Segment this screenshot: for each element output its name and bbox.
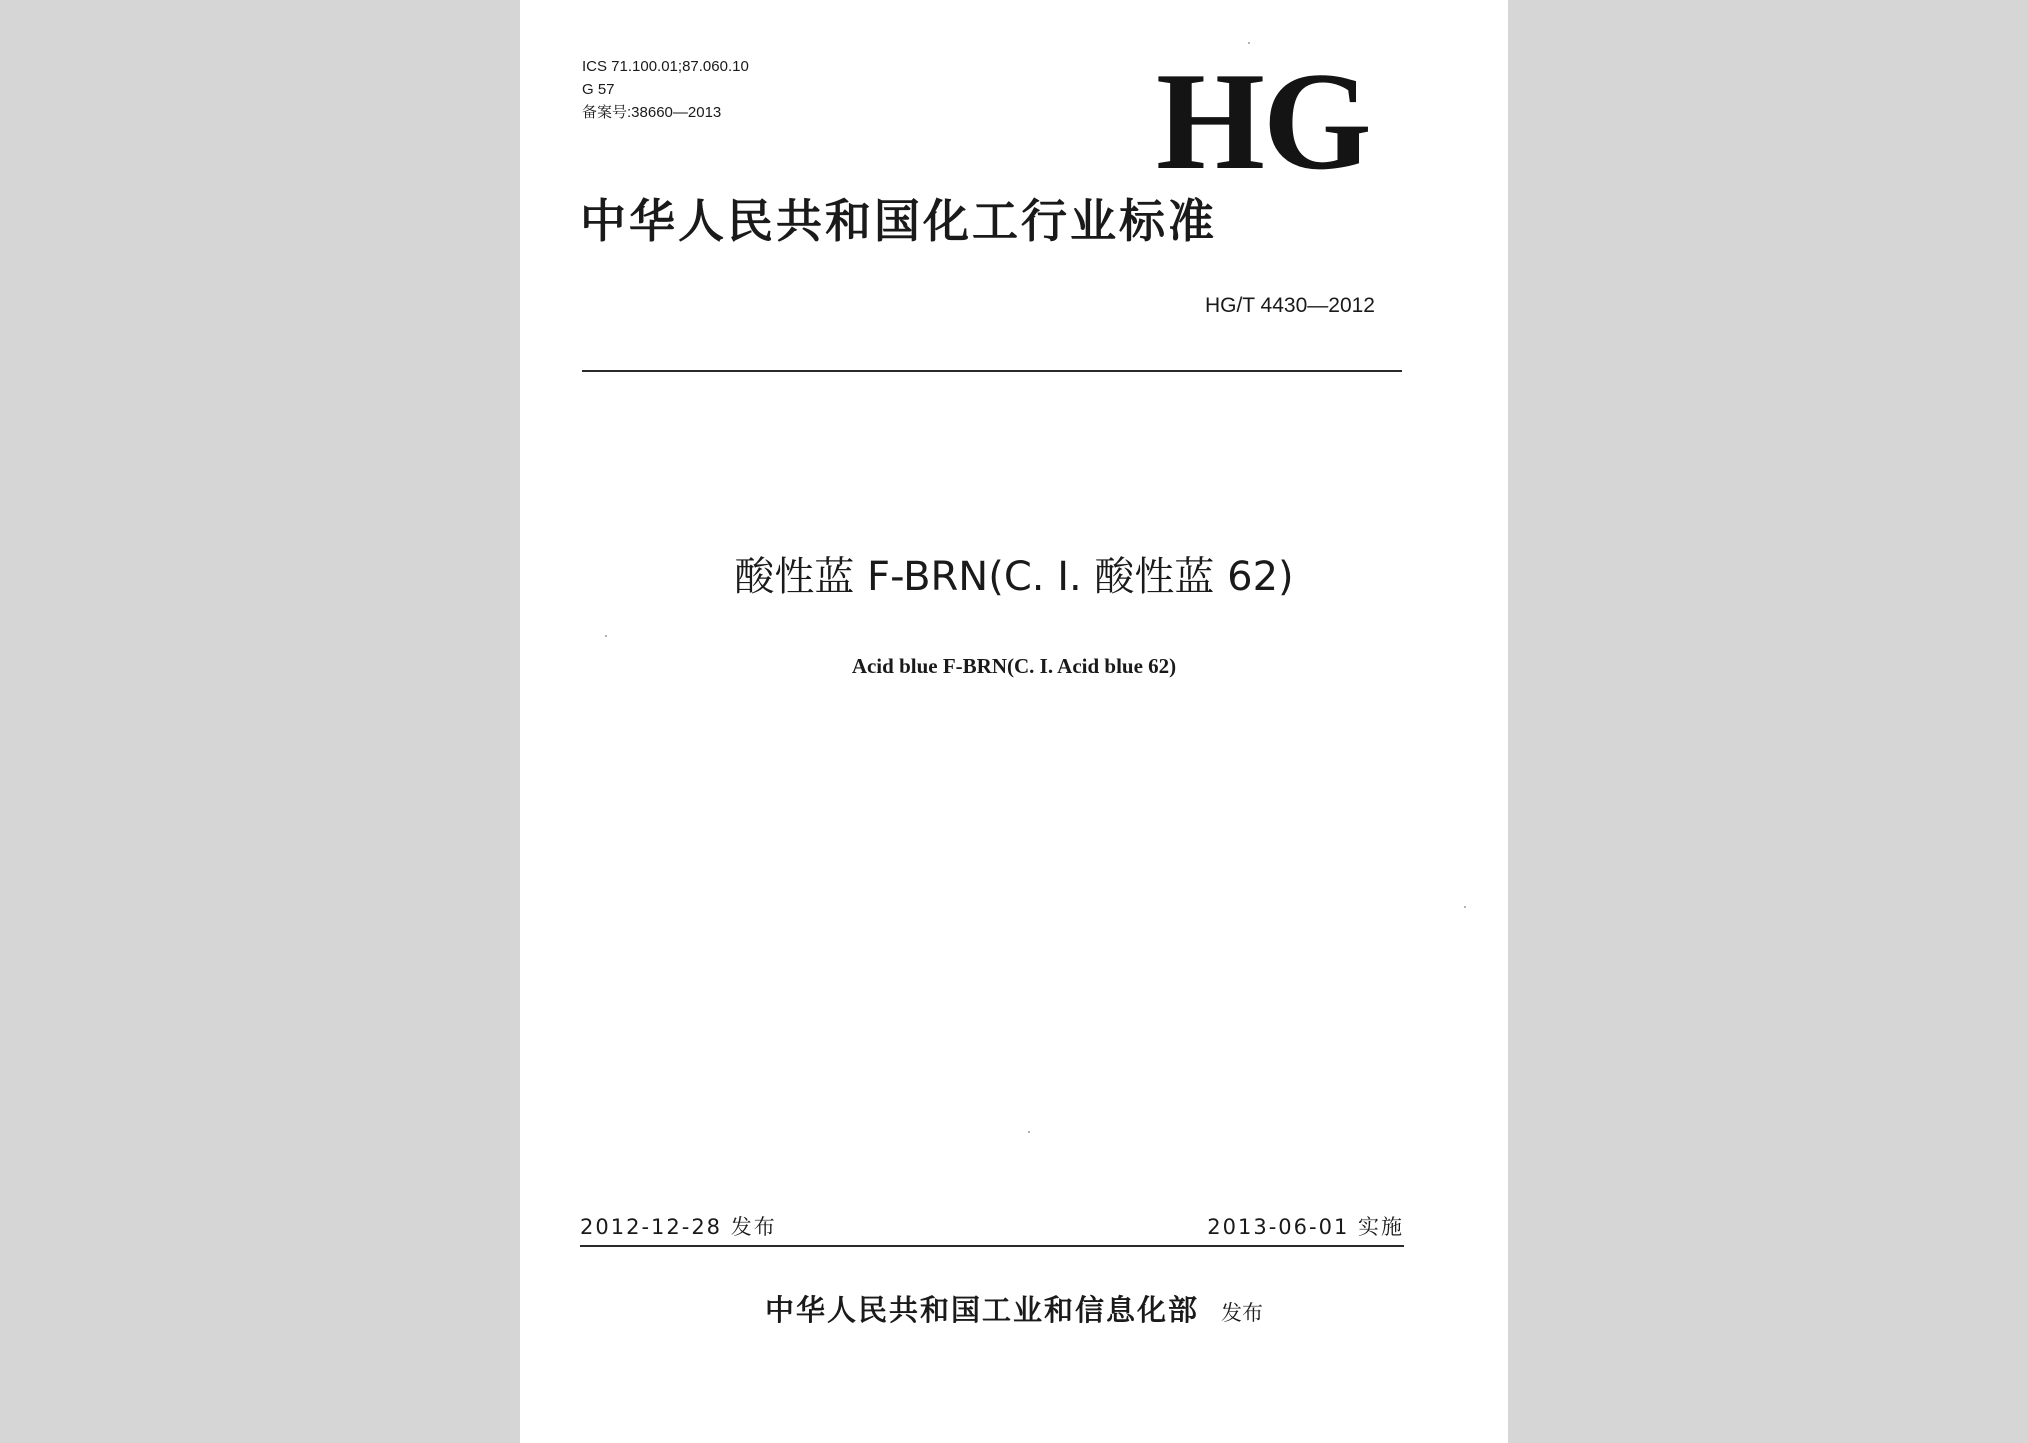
scan-speck <box>605 635 607 637</box>
footer-divider <box>580 1245 1404 1247</box>
implementation-date: 2013-06-01 实施 <box>1207 1215 1404 1239</box>
metadata-block <box>582 55 749 124</box>
header-divider <box>582 370 1402 372</box>
document-title-zh: 酸性蓝 F-BRN(C. I. 酸性蓝 62) <box>734 554 1294 600</box>
filing-number: 备案号:38660—2013 <box>582 104 722 121</box>
standard-number: HG/T 4430—2012 <box>1204 294 1375 317</box>
scan-speck <box>1248 42 1250 44</box>
issuer-line <box>520 1293 1508 1327</box>
scan-speck <box>1464 906 1466 908</box>
classification-code: G 57 <box>582 81 615 98</box>
document-title-en: Acid blue F-BRN(C. I. Acid blue 62) <box>851 654 1177 678</box>
issuer-name: 中华人民共和国工业和信息化部 <box>764 1293 1199 1327</box>
issue-date: 2012-12-28 发布 <box>580 1215 777 1239</box>
issuer-suffix: 发布 <box>1221 1301 1263 1325</box>
document-page <box>520 0 1508 1443</box>
hg-logo: HG <box>1156 44 1370 199</box>
scan-speck <box>1028 1131 1030 1133</box>
standard-title: 中华人民共和国化工行业标准 <box>580 194 1217 248</box>
ics-code: ICS 71.100.01;87.060.10 <box>582 58 749 75</box>
